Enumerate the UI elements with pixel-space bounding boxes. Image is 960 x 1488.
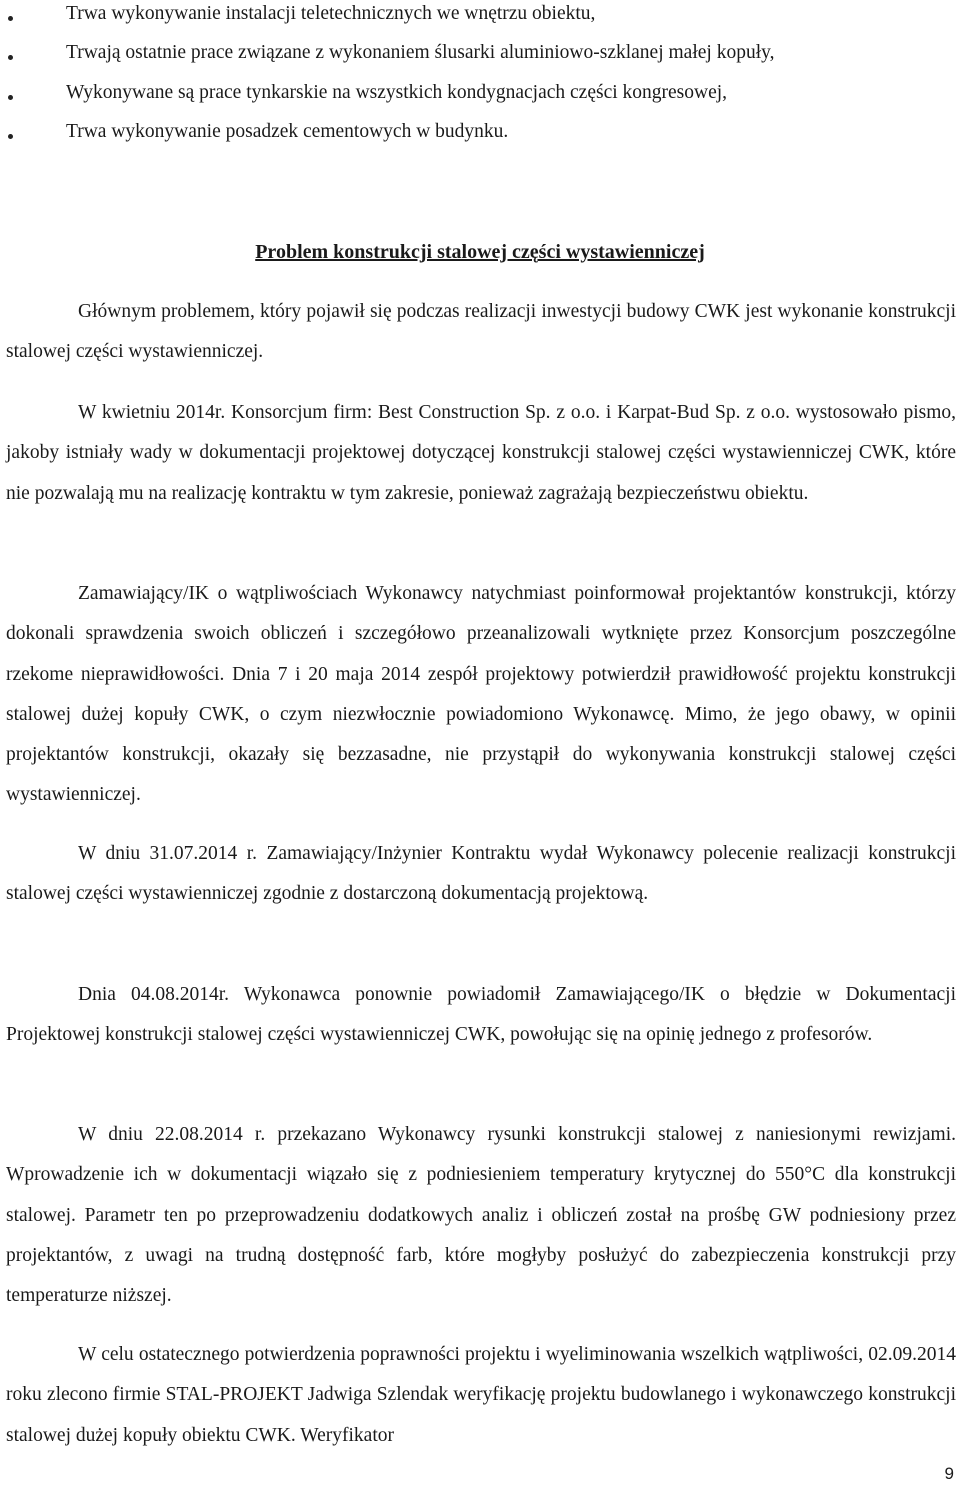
paragraph-text: Głównym problemem, który pojawił się podczas realizacji inwestycji budowy CWK jest wykonanie konstrukcji stalowej części wystawienniczej. <box>6 301 956 363</box>
bullet-icon <box>8 95 13 100</box>
bullet-item <box>0 79 960 119</box>
bullet-item <box>0 118 960 158</box>
bullet-text: Trwa wykonywanie posadzek cementowych w budynku. <box>66 121 509 142</box>
bullet-item <box>0 39 960 79</box>
bullet-text: Trwają ostatnie prace związane z wykonaniem ślusarki aluminiowo-szklanej małej kopuły, <box>66 42 775 63</box>
bullet-icon <box>8 16 13 21</box>
bullet-icon <box>8 134 13 139</box>
paragraph <box>6 1335 956 1456</box>
paragraph <box>6 1115 956 1316</box>
paragraph-text: Dnia 04.08.2014r. Wykonawca ponownie powiadomił Zamawiającego/IK o błędzie w Dokumentacji Projektowej konstrukcji stalowej części wystawienniczej CWK, powołując się na opinię jednego z profesorów. <box>6 984 956 1046</box>
paragraph <box>6 393 956 514</box>
paragraph-text: W dniu 31.07.2014 r. Zamawiający/Inżynier Kontraktu wydał Wykonawcy polecenie realizacji konstrukcji stalowej części wystawienniczej zgodnie z dostarczoną dokumentacją projektową. <box>6 843 956 905</box>
bullet-text: Wykonywane są prace tynkarskie na wszystkich kondygnacjach części kongresowej, <box>66 82 728 103</box>
bullet-icon <box>8 55 13 60</box>
paragraph-text: W dniu 22.08.2014 r. przekazano Wykonawcy rysunki konstrukcji stalowej z naniesionymi rewizjami. Wprowadzenie ich w dokumentacji wiązało się z podniesieniem temperatury krytycznej do 550°C dla konstrukcji stalowej. Parametr ten po przeprowadzeniu dodatkowych analiz i obliczeń został na prośbę GW podniesiony przez projektantów, z uwagi na trudną dostępność farb, które mogłyby posłużyć do zabezpieczenia konstrukcji przy temperaturze niższej. <box>6 1124 956 1307</box>
paragraph-text: W kwietniu 2014r. Konsorcjum firm: Best Construction Sp. z o.o. i Karpat-Bud Sp. z o.o. wystosowało pismo, jakoby istniały wady w dokumentacji projektowej dotyczącej konstrukcji stalowej części wystawienniczej CWK, które nie pozwalają mu na realizację kontraktu w tym zakresie, ponieważ zagrażają bezpieczeństwu obiektu. <box>6 402 956 504</box>
paragraph <box>6 574 956 816</box>
paragraph <box>6 834 956 915</box>
paragraph-text: Zamawiający/IK o wątpliwościach Wykonawcy natychmiast poinformował projektantów konstrukcji, którzy dokonali sprawdzenia swoich obliczeń i szczegółowo przeanalizowali wytknięte przez Konsorcjum poszczególne rzekome nieprawidłowości. Dnia 7 i 20 maja 2014 zespół projektowy potwierdził prawidłowość projektu konstrukcji stalowej dużej kopuły CWK, o czym niezwłocznie powiadomiono Wykonawcę. Mimo, że jego obawy, w opinii projektantów konstrukcji, okazały się bezzasadne, nie przystąpił do wykonywania konstrukcji stalowej części wystawienniczej. <box>6 583 956 806</box>
bullet-text: Trwa wykonywanie instalacji teletechnicznych we wnętrzu obiektu, <box>66 3 596 24</box>
paragraph-text: W celu ostatecznego potwierdzenia poprawności projektu i wyeliminowania wszelkich wątpliwości, 02.09.2014 roku zlecono firmie STAL-PROJEKT Jadwiga Szlendak weryfikację projektu budowlanego i wykonawczego konstrukcji stalowej dużej kopuły obiektu CWK. Weryfikator <box>6 1344 956 1446</box>
bullet-item <box>0 0 960 40</box>
paragraph <box>6 292 956 373</box>
section-heading: Problem konstrukcji stalowej części wystawienniczej <box>255 241 705 263</box>
page-number: 9 <box>944 1464 954 1483</box>
paragraph <box>6 975 956 1056</box>
